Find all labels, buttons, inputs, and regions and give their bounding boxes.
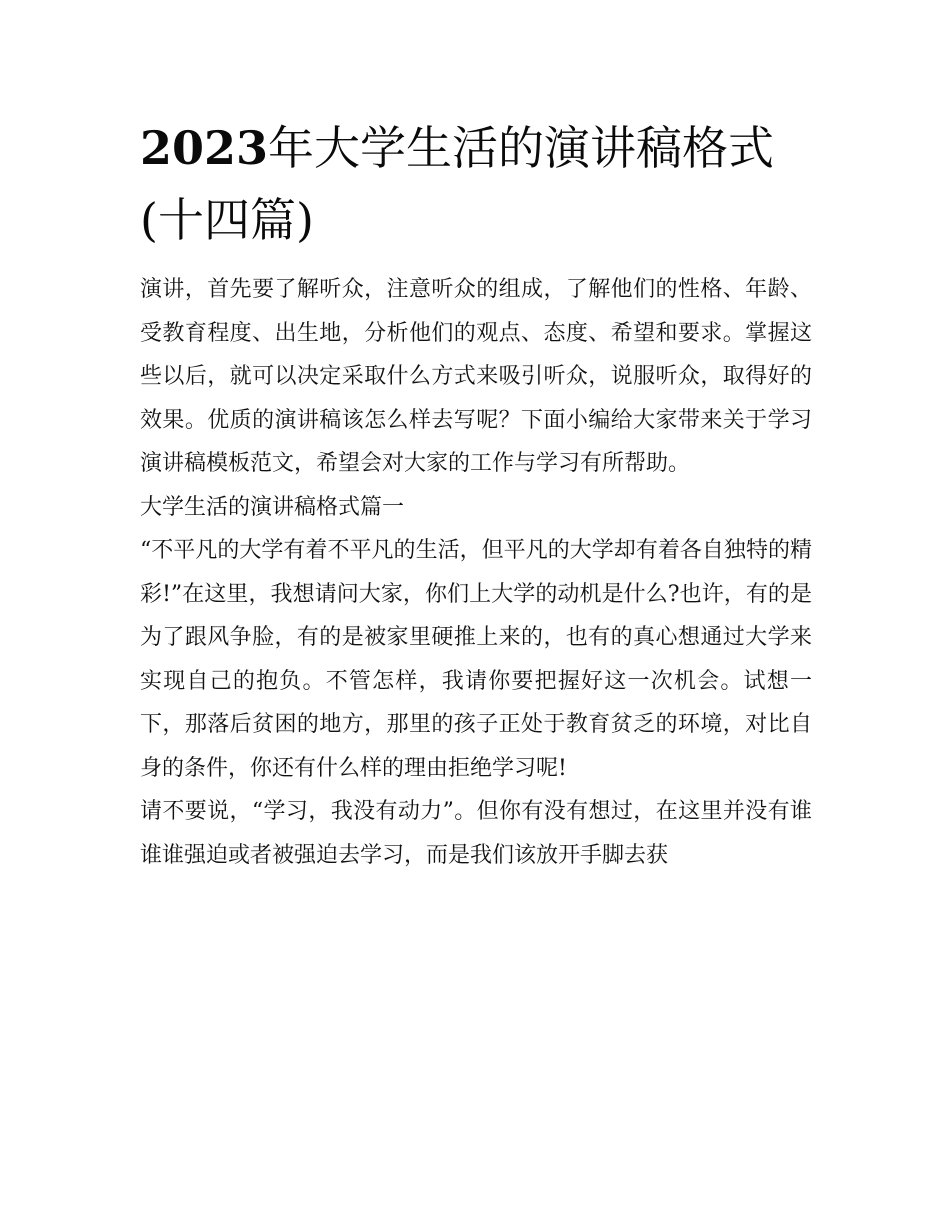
title-year: 2023 (140, 121, 269, 175)
section-heading: 大学生活的演讲稿格式篇一 (140, 494, 405, 520)
document-title (140, 112, 812, 256)
intro-paragraph: 演讲，首先要了解听众，注意听众的组成，了解他们的性格、年龄、受教育程度、出生地，分析他们的观点、态度、希望和要求。掌握这些以后，就可以决定采取什么方式来吸引听众，说服听众，取得好的效果。优质的演讲稿该怎么样去写呢？下面小编给大家带来关于学习演讲稿模板范文，希望会对大家的工作与学习有所帮助。 (140, 277, 812, 476)
title-text: 年大学生活的演讲稿格式(十四篇) (140, 121, 775, 247)
document-body (140, 112, 812, 877)
body-paragraph: “不平凡的大学有着不平凡的生活，但平凡的大学却有着各自独特的精彩!”在这里，我想请问大家，你们上大学的动机是什么?也许，有的是为了跟风争脸，有的是被家里硬推上来的，也有的真心想通过大学来实现自己的抱负。不管怎样，我请你要把握好这一次机会。试想一下，那落后贫困的地方，那里的孩子正处于教育贫乏的环境，对比自身的条件，你还有什么样的理由拒绝学习呢! (140, 538, 812, 781)
body-paragraph: 请不要说，“学习，我没有动力”。但你有没有想过，在这里并没有谁谁谁强迫或者被强迫去学习，而是我们该放开手脚去获 (140, 799, 812, 868)
